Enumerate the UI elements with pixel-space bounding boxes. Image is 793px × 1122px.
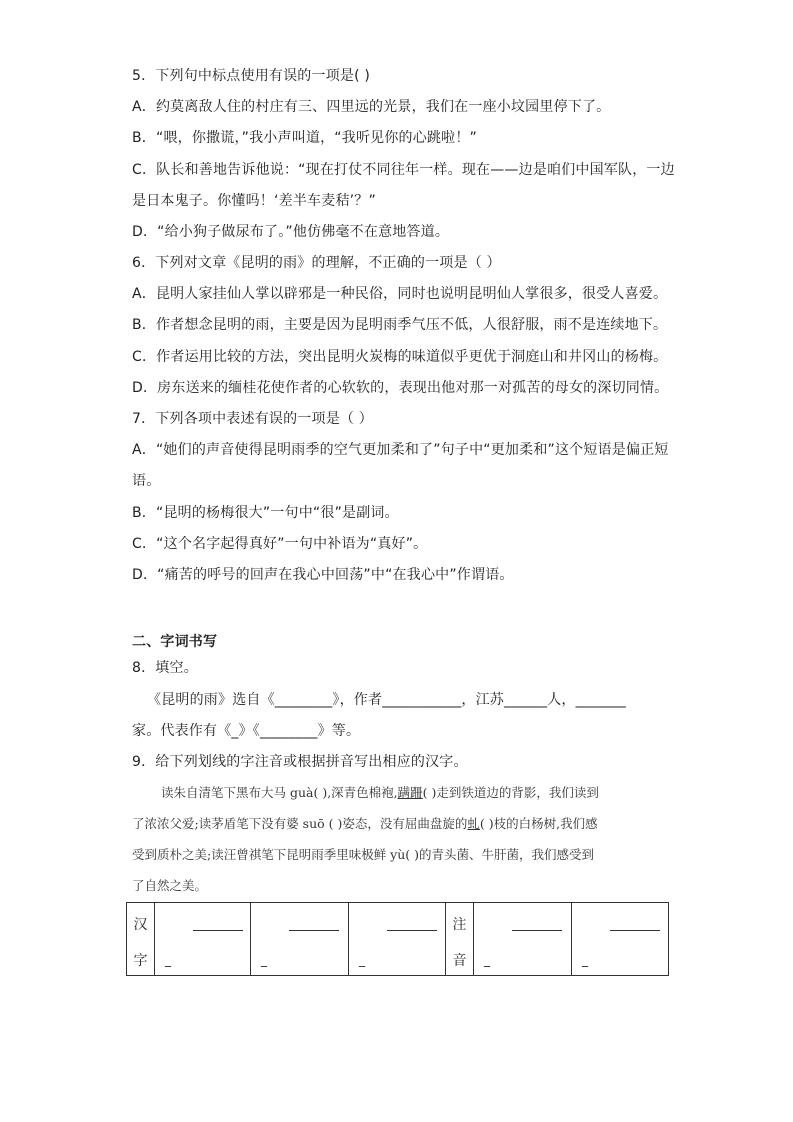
q6-stem: 6．下列对文章《昆明的雨》的理解，不正确的一项是（ ） <box>132 255 501 271</box>
q5-stem: 5．下列句中标点使用有误的一项是( ) <box>132 68 371 84</box>
q7-option-d: D．“痛苦的呼号的回声在我心中回荡”中“在我心中”作谓语。 <box>132 567 514 583</box>
q7-option-b: B．“昆明的杨梅很大”一句中“很”是副词。 <box>132 505 399 521</box>
q6-option-d: D．房东送来的缅桂花使作者的心软软的，表现出他对那一对孤苦的母女的深切同情。 <box>132 380 669 396</box>
q5-option-c-line2: 是日本鬼子。你懂吗！‘差半车麦秸’？” <box>132 193 376 209</box>
answer-underscore: _ <box>484 953 490 967</box>
answer-line <box>289 930 339 931</box>
q8-fill-line1: 《昆明的雨》选自《________》，作者___________，江苏______人，_______ <box>147 692 626 708</box>
label-char: 音 <box>452 953 467 969</box>
label-char: 注 <box>452 917 467 933</box>
q5-option-b: B．“喂，你撒谎，”我小声叫道，“我听见你的心跳啦！” <box>132 130 478 146</box>
underlined-word: 虬 <box>467 816 480 831</box>
answer-line <box>512 930 562 931</box>
answer-cell-hanzi-1[interactable] <box>155 903 251 976</box>
q9-passage-line3: 受到质朴之美;读汪曾祺笔下昆明雨季里味极鲜 yù( )的青头菌、牛肝菌，我们感受到 <box>132 847 595 862</box>
q6-option-a: A．昆明人家挂仙人掌以辟邪是一种民俗，同时也说明昆明仙人掌很多，很受人喜爱。 <box>132 286 668 302</box>
q8-stem: 8．填空。 <box>132 660 198 676</box>
answer-underscore: _ <box>582 953 588 967</box>
q7-stem: 7．下列各项中表述有误的一项是（ ） <box>132 411 373 427</box>
q5-option-d: D．“给小狗子做尿布了。”他仿佛毫不在意地答道。 <box>132 224 450 240</box>
q8-fill-line2: 家。代表作有《_》《________》等。 <box>132 723 361 739</box>
q9-stem: 9．给下列划线的字注音或根据拼音写出相应的汉字。 <box>132 754 468 770</box>
q9-passage-line4: 了自然之美。 <box>132 878 208 893</box>
underlined-word: 蹒跚 <box>397 785 423 800</box>
answer-underscore: _ <box>261 953 267 967</box>
answer-table <box>126 902 669 976</box>
label-char: 字 <box>133 953 148 969</box>
answer-cell-hanzi-3[interactable] <box>349 903 446 976</box>
answer-line <box>610 930 660 931</box>
label-hanzi <box>127 903 155 976</box>
q9-passage-text: 读朱自清笔下黑布大马 guà( ),深青色棉袍, <box>161 785 398 800</box>
answer-underscore: _ <box>165 953 171 967</box>
q9-passage-text: ( )枝的白杨树,我们感 <box>479 816 598 831</box>
answer-line <box>193 930 243 931</box>
q9-passage-line1 <box>161 784 599 802</box>
q9-passage-text: ( )走到铁道边的背影，我们读到 <box>422 785 599 800</box>
q7-option-a-line2: 语。 <box>132 473 161 489</box>
answer-cell-hanzi-2[interactable] <box>251 903 349 976</box>
q5-option-c-line1: C．队长和善地告诉他说：“现在打仗不同往年一样。现在——边是咱们中国军队，一边 <box>132 162 675 178</box>
answer-line <box>387 930 437 931</box>
q6-option-b: B．作者想念昆明的雨，主要是因为昆明雨季气压不低，人很舒服，雨不是连续地下。 <box>132 317 668 333</box>
label-char: 汉 <box>133 917 148 933</box>
q7-option-a-line1: A．“她们的声音使得昆明雨季的空气更加柔和了”句子中“更加柔和”这个短语是偏正短 <box>132 442 669 458</box>
answer-cell-zhuyin-2[interactable] <box>572 903 669 976</box>
q9-passage-text: 了浓浓父爱;读茅盾笔下没有婆 suō ( )姿态，没有屈曲盘旋的 <box>132 816 468 831</box>
q9-passage-line2 <box>132 815 598 833</box>
section-heading: 二、字词书写 <box>132 634 218 650</box>
q5-option-a: A．约莫离敌人住的村庄有三、四里远的光景，我们在一座小坟园里停下了。 <box>132 99 611 115</box>
q7-option-c: C．“这个名字起得真好”一句中补语为“真好”。 <box>132 536 428 552</box>
answer-underscore: _ <box>359 953 365 967</box>
label-zhuyin <box>446 903 474 976</box>
q6-option-c: C．作者运用比较的方法，突出昆明火炭梅的味道似乎更优于洞庭山和井冈山的杨梅。 <box>132 349 668 365</box>
answer-cell-zhuyin-1[interactable] <box>474 903 572 976</box>
